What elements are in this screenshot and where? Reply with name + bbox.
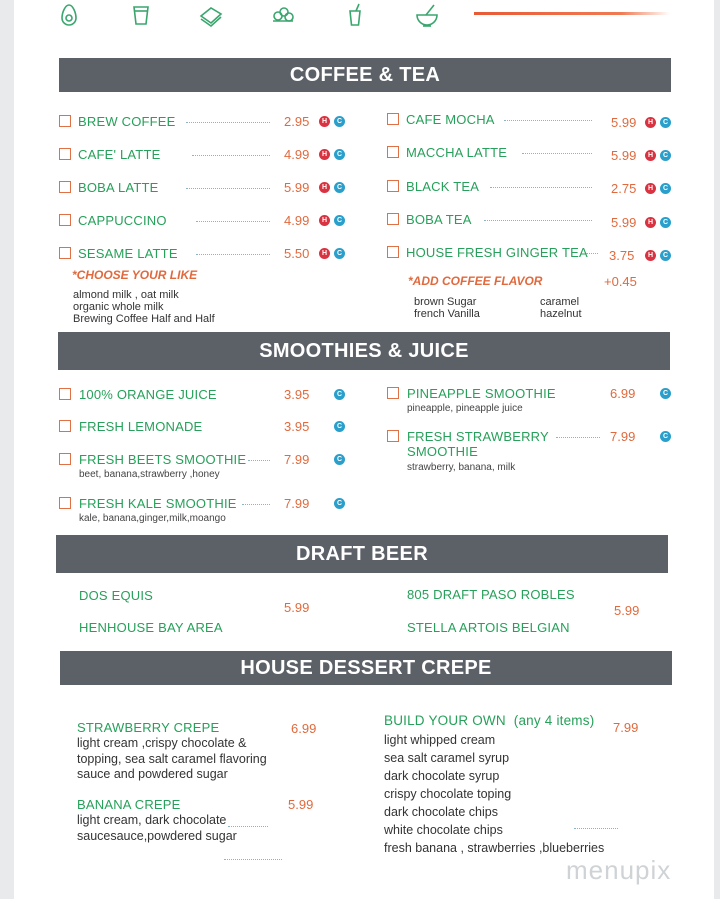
drink-icon <box>342 2 368 28</box>
smoothies-juice-banner: SMOOTHIES & JUICE <box>58 332 670 370</box>
beer-price: 5.99 <box>614 603 640 618</box>
menu-item-row[interactable] <box>360 179 680 195</box>
menu-item-row[interactable] <box>360 145 680 161</box>
cold-badge-icon: C <box>334 116 345 127</box>
item-checkbox[interactable] <box>387 180 399 192</box>
bowl-icon <box>414 2 440 28</box>
item-price: 5.50 <box>284 246 310 261</box>
flavor-option: hazelnut <box>540 308 582 320</box>
add-coffee-flavor-note: *ADD COFFEE FLAVOR <box>408 274 543 288</box>
item-name: FRESH LEMONADE <box>79 419 203 434</box>
item-checkbox[interactable] <box>59 181 71 193</box>
dot-leader <box>586 253 598 254</box>
cold-badge-icon: C <box>660 117 671 128</box>
hot-badge-icon: H <box>645 117 656 128</box>
menu-item-row[interactable] <box>0 452 360 468</box>
item-description: beet, banana,strawberry ,honey <box>79 469 220 480</box>
menu-item-row[interactable] <box>360 429 680 445</box>
build-your-own-title[interactable] <box>384 713 594 728</box>
item-checkbox[interactable] <box>387 430 399 442</box>
item-price: 3.95 <box>284 387 310 402</box>
dot-leader <box>484 220 592 221</box>
item-price: 5.99 <box>611 115 637 130</box>
hot-badge-icon: H <box>319 116 330 127</box>
cold-badge-icon: C <box>334 248 345 259</box>
topping-option: crispy chocolate toping <box>384 787 512 801</box>
item-checkbox[interactable] <box>59 214 71 226</box>
crepe-description <box>77 736 267 783</box>
menu-item-row[interactable] <box>360 112 680 128</box>
item-checkbox[interactable] <box>59 497 71 509</box>
dot-leader <box>186 188 270 189</box>
item-price: 4.99 <box>284 147 310 162</box>
cold-badge-icon: C <box>660 217 671 228</box>
crepe-price: 5.99 <box>288 797 314 812</box>
header-accent-line <box>474 12 670 15</box>
avocado-icon <box>56 2 82 28</box>
beer-item[interactable]: STELLA ARTOIS BELGIAN <box>407 620 570 635</box>
item-checkbox[interactable] <box>59 453 71 465</box>
topping-option: white chocolate chips <box>384 823 503 837</box>
item-name: FRESH STRAWBERRY <box>407 429 549 444</box>
item-name: BOBA LATTE <box>78 180 159 195</box>
item-price: 2.75 <box>611 181 637 196</box>
build-your-own-label: BUILD YOUR OWN <box>384 713 506 728</box>
menu-item-row[interactable] <box>360 386 680 402</box>
dot-leader <box>556 437 600 438</box>
milk-option-line: Brewing Coffee Half and Half <box>73 313 215 325</box>
draft-beer-banner: DRAFT BEER <box>56 535 668 573</box>
item-price: 7.99 <box>610 429 636 444</box>
dot-leader <box>196 254 270 255</box>
hot-badge-icon: H <box>645 217 656 228</box>
dot-leader <box>224 859 282 860</box>
item-checkbox[interactable] <box>387 387 399 399</box>
dot-leader <box>196 221 270 222</box>
description-line: sauce and powdered sugar <box>77 767 228 781</box>
item-price: 5.99 <box>284 180 310 195</box>
menu-item-row[interactable] <box>0 419 360 435</box>
item-name: HOUSE FRESH GINGER TEA <box>406 245 588 260</box>
hot-badge-icon: H <box>319 182 330 193</box>
item-price: 4.99 <box>284 213 310 228</box>
topping-option: dark chocolate syrup <box>384 769 500 783</box>
coffee-tea-banner: COFFEE & TEA <box>59 58 671 92</box>
item-price: 5.99 <box>611 148 637 163</box>
menu-item-row[interactable] <box>0 114 360 130</box>
crepe-name[interactable]: BANANA CREPE <box>77 797 181 812</box>
hot-badge-icon: H <box>319 215 330 226</box>
dot-leader <box>522 153 592 154</box>
item-price: 7.99 <box>284 496 310 511</box>
beer-item[interactable]: 805 DRAFT PASO ROBLES <box>407 587 575 602</box>
milk-option-line: almond milk , oat milk <box>73 289 179 301</box>
category-icon-row <box>0 0 720 30</box>
menu-item-row[interactable] <box>0 180 360 196</box>
menu-item-row[interactable] <box>0 147 360 163</box>
cold-badge-icon: C <box>334 149 345 160</box>
item-checkbox[interactable] <box>59 247 71 259</box>
menu-item-row[interactable] <box>0 387 360 403</box>
hot-badge-icon: H <box>645 183 656 194</box>
cold-badge-icon: C <box>334 498 345 509</box>
item-checkbox[interactable] <box>59 115 71 127</box>
item-name: PINEAPPLE SMOOTHIE <box>407 386 556 401</box>
cold-badge-icon: C <box>660 250 671 261</box>
menu-item-row[interactable] <box>360 245 680 261</box>
dot-leader <box>490 187 592 188</box>
flavor-option: caramel <box>540 296 580 308</box>
salad-icon <box>270 2 296 28</box>
crepe-name[interactable]: STRAWBERRY CREPE <box>77 720 220 735</box>
dot-leader <box>574 828 618 829</box>
dot-leader <box>504 120 592 121</box>
item-name: FRESH BEETS SMOOTHIE <box>79 452 247 467</box>
description-line: light cream ,crispy chocolate & <box>77 736 247 750</box>
cold-badge-icon: C <box>334 215 345 226</box>
menu-item-row[interactable] <box>0 246 360 262</box>
build-your-own-price: 7.99 <box>613 720 639 735</box>
item-price: 3.95 <box>284 419 310 434</box>
item-name: BLACK TEA <box>406 179 480 194</box>
flavor-price: +0.45 <box>604 274 637 289</box>
cold-badge-icon: C <box>334 454 345 465</box>
cup-icon <box>128 2 154 28</box>
item-name: 100% ORANGE JUICE <box>79 387 217 402</box>
item-name: CAFE MOCHA <box>406 112 495 127</box>
item-price: 7.99 <box>284 452 310 467</box>
dot-leader <box>242 504 270 505</box>
item-name: SESAME LATTE <box>78 246 178 261</box>
item-name: CAPPUCCINO <box>78 213 167 228</box>
dot-leader <box>186 122 270 123</box>
build-your-own-note: (any 4 items) <box>513 713 595 728</box>
item-checkbox[interactable] <box>387 113 399 125</box>
menu-item-row[interactable] <box>0 496 360 512</box>
item-name: FRESH KALE SMOOTHIE <box>79 496 237 511</box>
topping-option: fresh banana , strawberries ,blueberries <box>384 841 605 855</box>
choose-your-like-note: *CHOOSE YOUR LIKE <box>72 268 198 282</box>
item-price: 5.99 <box>611 215 637 230</box>
beer-price: 5.99 <box>284 600 310 615</box>
menu-item-row[interactable] <box>0 213 360 229</box>
crepe-description <box>77 813 237 844</box>
description-line: topping, sea salt caramel flavoring <box>77 751 267 766</box>
dot-leader <box>192 155 270 156</box>
description-line: saucesauce,powdered sugar <box>77 828 237 843</box>
topping-option: sea salt caramel syrup <box>384 751 510 765</box>
build-your-own-options <box>384 731 604 857</box>
cold-badge-icon: C <box>660 431 671 442</box>
item-price: 2.95 <box>284 114 310 129</box>
hot-badge-icon: H <box>319 248 330 259</box>
item-checkbox[interactable] <box>387 246 399 258</box>
item-checkbox[interactable] <box>59 388 71 400</box>
item-name: MACCHA LATTE <box>406 145 508 160</box>
sandwich-icon <box>198 2 224 28</box>
item-description: pineapple, pineapple juice <box>407 403 523 414</box>
hot-badge-icon: H <box>645 250 656 261</box>
item-price: 3.75 <box>609 248 635 263</box>
cold-badge-icon: C <box>334 421 345 432</box>
item-price: 6.99 <box>610 386 636 401</box>
item-description: kale, banana,ginger,milk,moango <box>79 513 226 524</box>
topping-option: dark chocolate chips <box>384 805 498 819</box>
cold-badge-icon: C <box>334 389 345 400</box>
item-checkbox[interactable] <box>387 213 399 225</box>
dessert-crepe-banner: HOUSE DESSERT CREPE <box>60 651 672 685</box>
flavor-option: french Vanilla <box>414 308 480 320</box>
beer-item[interactable]: DOS EQUIS <box>79 588 154 603</box>
dot-leader <box>248 460 270 461</box>
beer-item[interactable]: HENHOUSE BAY AREA <box>79 620 223 635</box>
cold-badge-icon: C <box>660 388 671 399</box>
crepe-price: 6.99 <box>291 721 317 736</box>
cold-badge-icon: C <box>334 182 345 193</box>
hot-badge-icon: H <box>645 150 656 161</box>
hot-badge-icon: H <box>319 149 330 160</box>
dot-leader <box>228 826 268 827</box>
item-name: BREW COFFEE <box>78 114 176 129</box>
item-description: strawberry, banana, milk <box>407 462 516 473</box>
flavor-option: brown Sugar <box>414 296 477 308</box>
item-name-continued: SMOOTHIE <box>407 444 478 459</box>
item-checkbox[interactable] <box>59 148 71 160</box>
item-name: CAFE' LATTE <box>78 147 161 162</box>
item-checkbox[interactable] <box>387 146 399 158</box>
menu-item-row[interactable] <box>360 212 680 228</box>
menupix-watermark: menupix <box>566 855 672 885</box>
item-name: BOBA TEA <box>406 212 472 227</box>
description-line: light cream, dark chocolate <box>77 813 227 827</box>
item-checkbox[interactable] <box>59 420 71 432</box>
cold-badge-icon: C <box>660 183 671 194</box>
cold-badge-icon: C <box>660 150 671 161</box>
milk-option-line: organic whole milk <box>73 301 164 313</box>
topping-option: light whipped cream <box>384 733 496 747</box>
